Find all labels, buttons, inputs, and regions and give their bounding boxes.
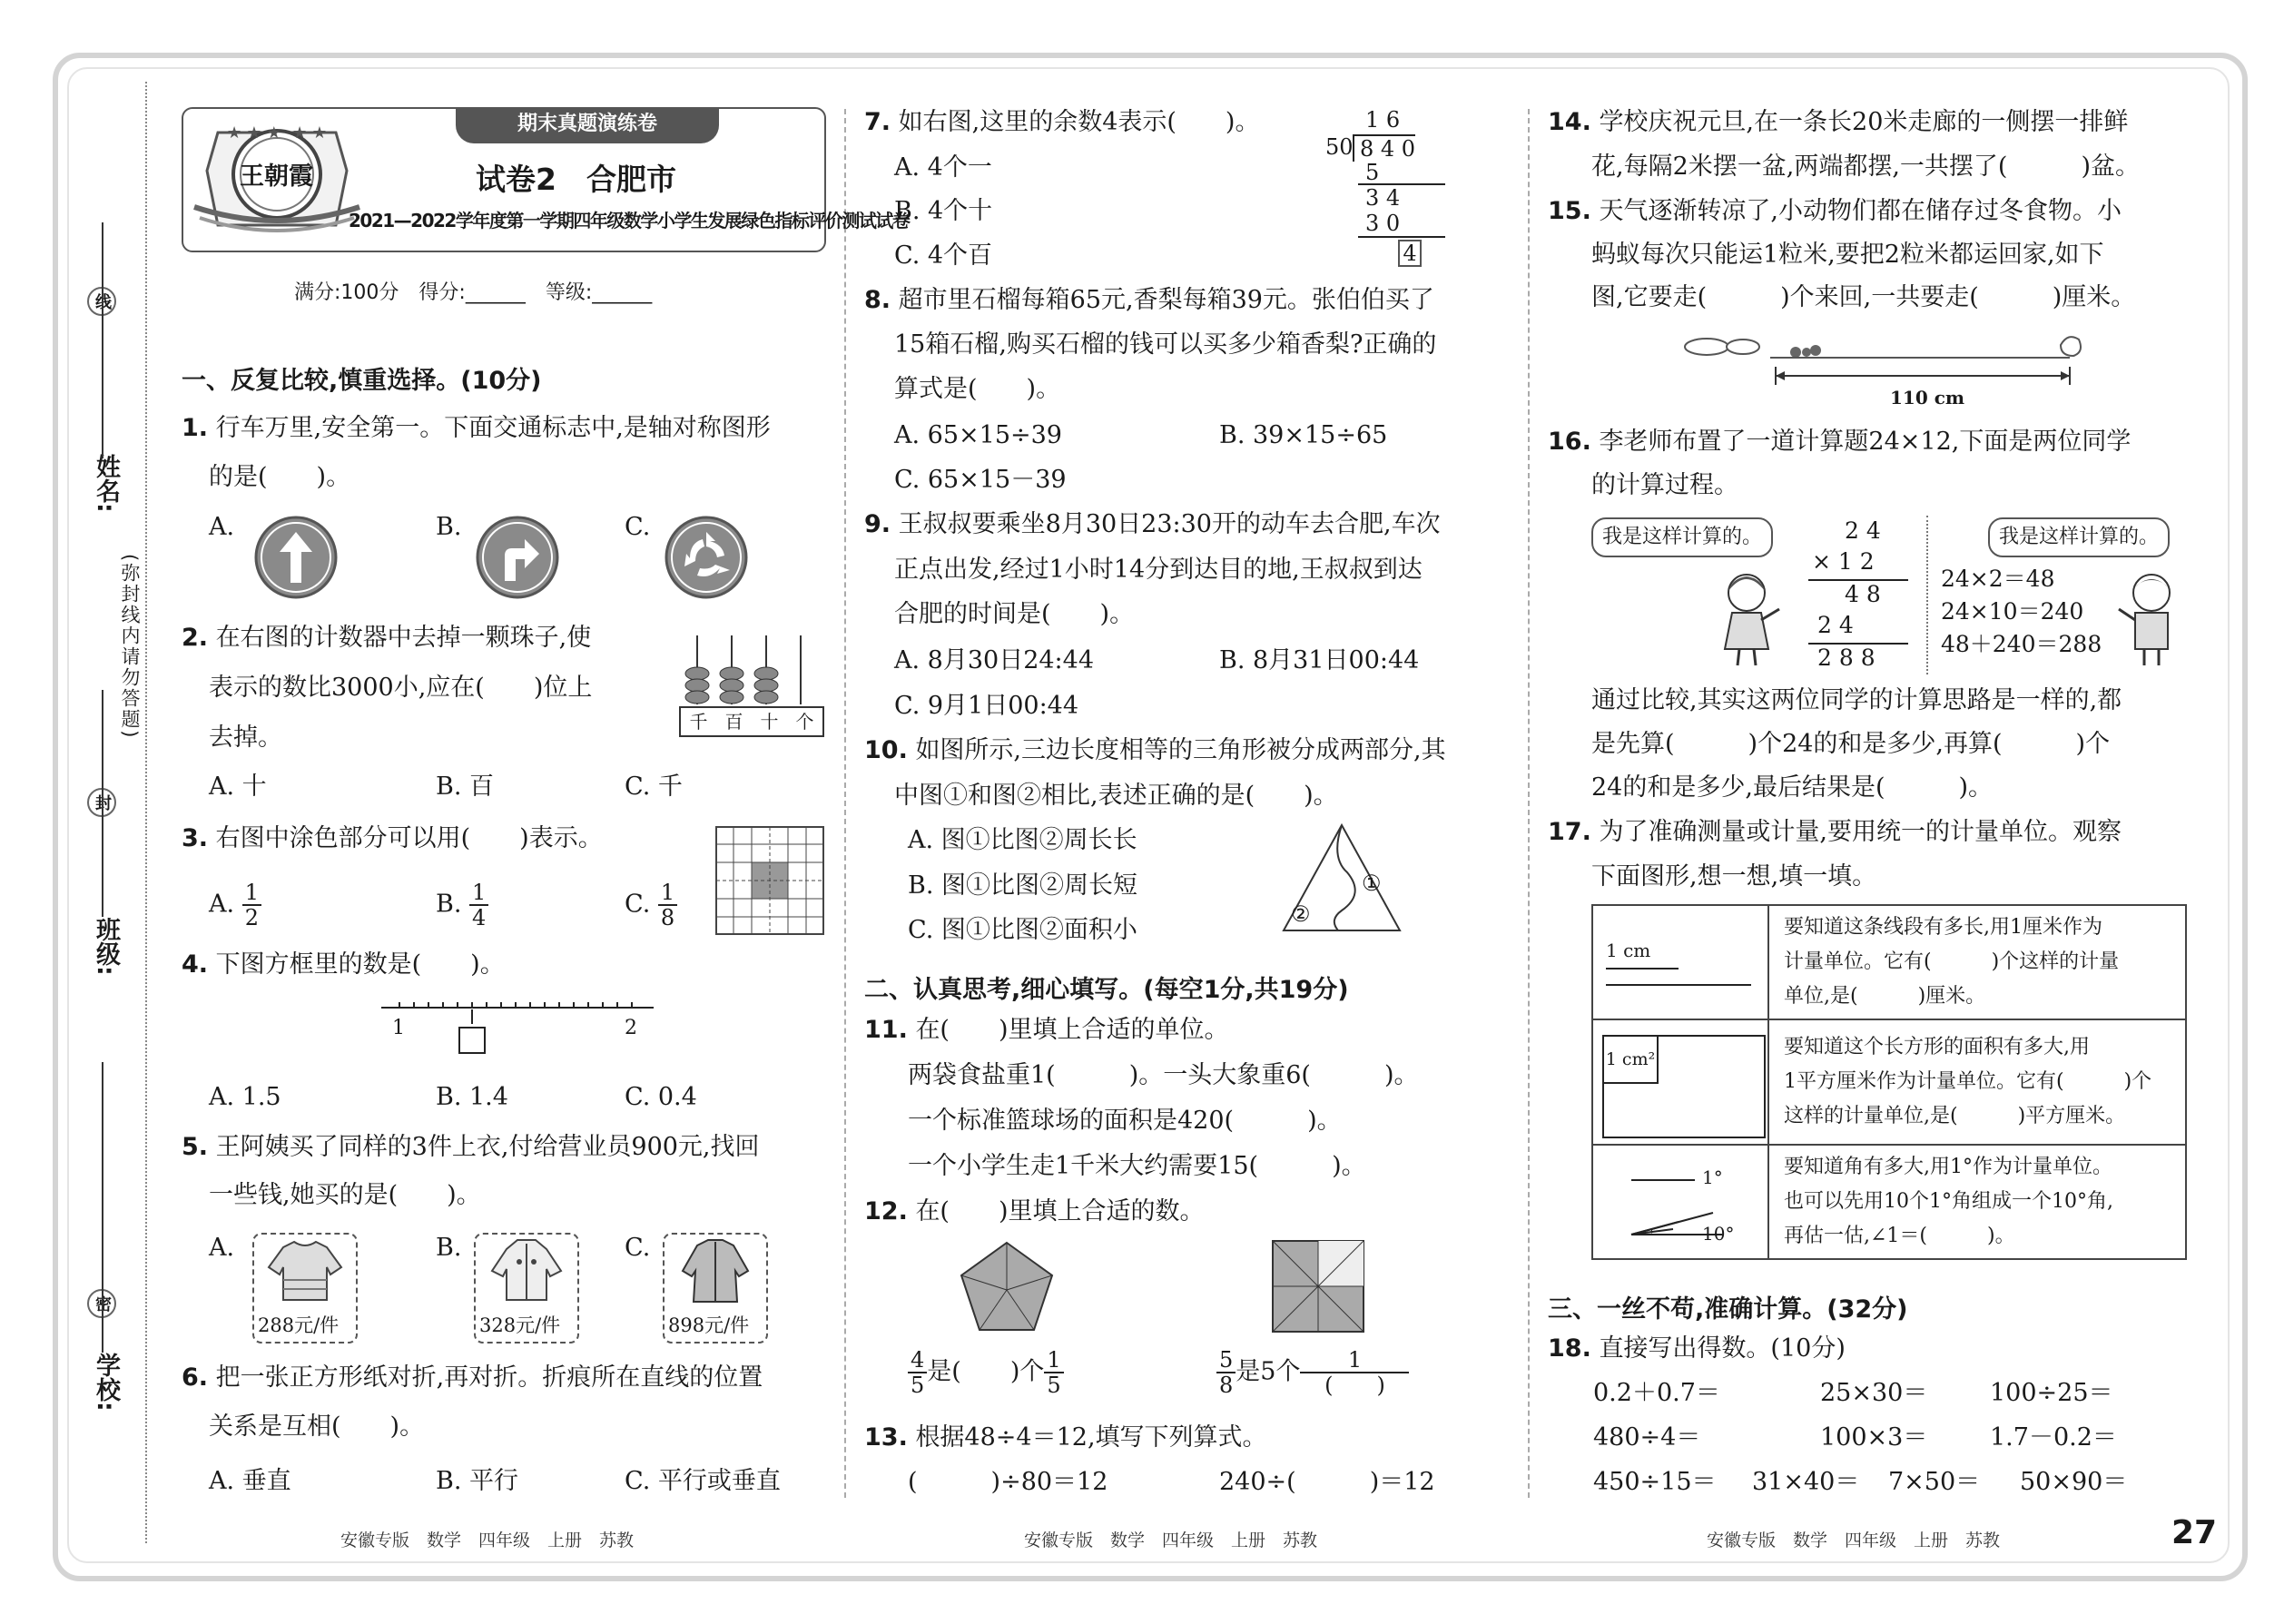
r1-text-3: 单位,是( )厘米。 <box>1784 985 1986 1008</box>
angle-figure-cell <box>1592 1145 1768 1259</box>
pentagon-diagram <box>958 1239 1056 1337</box>
vm-row3: 4 8 <box>1845 581 1881 607</box>
banner: 期末真题演练卷 <box>456 107 719 143</box>
jacket-card <box>474 1233 579 1343</box>
q9-line1: 9. 王叔叔要乘坐8月30日23:30开的动车去合肥,车次 <box>864 510 1441 538</box>
q1-option-c[interactable]: C. <box>625 513 651 541</box>
seal-note: (弥封线内请勿答题) <box>119 554 141 740</box>
q2-line1: 2. 在右图的计数器中去掉一颗珠子,使 <box>182 624 592 652</box>
q12-blank-1[interactable]: $\frac{4}{5}$ 是( )个 $\frac{1}{5}$ <box>908 1348 1064 1397</box>
q16-line1: 16. 李老师布置了一道计算题24×12,下面是两位同学 <box>1548 428 2132 456</box>
q1-option-a[interactable]: A. <box>209 513 235 541</box>
section2-title: 二、认真思考,细心填写。(每空1分,共19分) <box>864 976 1349 1004</box>
q11-line2: 一个标准篮球场的面积是420( )。 <box>908 1107 1342 1135</box>
roundabout-sign-icon <box>663 514 750 605</box>
q3-option-b[interactable]: B. $\frac{1}{4}$ <box>436 881 488 930</box>
length-figure-cell <box>1592 905 1768 1019</box>
area-figure-cell <box>1592 1019 1768 1145</box>
speech-bubble-left: 我是这样计算的。 <box>1591 517 1773 557</box>
long-division-diagram <box>1325 107 1462 266</box>
abacus-labels: 千 百 十 个 <box>679 706 824 737</box>
q10-line2: 中图①和图②相比,表述正确的是( )。 <box>894 782 1338 810</box>
r1-text-2: 计量单位。它有( )个这样的计量 <box>1784 950 2120 973</box>
r3-text-3: 再估一估,∠1＝( )。 <box>1784 1225 2015 1247</box>
q4-text: 4. 下图方框里的数是( )。 <box>182 950 505 979</box>
seal-seal-mark: 封 <box>87 788 116 817</box>
sweater-icon <box>254 1235 356 1307</box>
q8-option-b[interactable]: B. 39×15÷65 <box>1219 421 1388 449</box>
calc-item-9[interactable]: 7×50＝ <box>1888 1468 1981 1496</box>
turn-right-sign-icon <box>474 514 561 605</box>
q16-line5: 24的和是多少,最后结果是( )。 <box>1591 773 1994 802</box>
number-line-tick-1: 1 <box>392 1017 405 1039</box>
q4-option-c[interactable]: C. 0.4 <box>625 1083 697 1111</box>
q4-option-a[interactable]: A. 1.5 <box>209 1083 281 1111</box>
q1-text: 1. 行车万里,安全第一。下面交通标志中,是轴对称图形 <box>182 414 771 442</box>
arrow-up-sign-icon <box>252 514 340 605</box>
q6-option-a[interactable]: A. 垂直 <box>209 1467 291 1495</box>
octant-square-diagram <box>1271 1239 1365 1337</box>
class-field[interactable] <box>102 690 103 917</box>
q11-text: 11. 在( )里填上合适的单位。 <box>864 1016 1229 1044</box>
measure-row-area <box>1592 1019 2186 1145</box>
girl-icon <box>1707 567 1788 667</box>
seal-secret-mark: 密 <box>87 1289 116 1318</box>
q13-expr-1[interactable]: ( )÷80＝12 <box>908 1468 1108 1496</box>
q9-option-a[interactable]: A. 8月30日24:44 <box>894 646 1095 674</box>
triangle-part-2: ② <box>1291 901 1311 927</box>
q5-line2: 一些钱,她买的是( )。 <box>209 1181 481 1209</box>
measurement-table <box>1591 904 2187 1260</box>
q17-line2: 下面图形,想一想,填一填。 <box>1591 862 1877 891</box>
hc-line3: 48＋240＝288 <box>1941 631 2102 657</box>
length-text-cell <box>1768 905 2186 1019</box>
seal-line-mark: 线 <box>87 287 116 316</box>
q8-option-a[interactable]: A. 65×15÷39 <box>894 421 1062 449</box>
q6-option-b[interactable]: B. 平行 <box>436 1467 519 1495</box>
q6-option-c[interactable]: C. 平行或垂直 <box>625 1467 781 1495</box>
q7-text: 7. 如右图,这里的余数4表示( )。 <box>864 108 1260 136</box>
calc-item-5[interactable]: 100×3＝ <box>1820 1423 1928 1452</box>
division-divisor: 50 <box>1325 134 1354 160</box>
r2-text-3: 这样的计量单位,是( )平方厘米。 <box>1784 1105 2126 1127</box>
q6-line2: 关系是互相( )。 <box>209 1412 425 1441</box>
q10-line1: 10. 如图所示,三边长度相等的三角形被分成两部分,其 <box>864 736 1446 764</box>
hc-line2: 24×10＝240 <box>1941 598 2084 625</box>
q5-option-a[interactable]: A. <box>209 1234 235 1262</box>
angle-1deg-label: 1° <box>1702 1166 1723 1188</box>
name-field[interactable] <box>102 222 103 458</box>
class-label: 班级: <box>92 917 120 976</box>
boy-icon <box>2112 567 2190 667</box>
svg-text:★ ★: ★ ★ <box>292 123 327 143</box>
number-line-diagram <box>381 999 654 1066</box>
q3-option-c[interactable]: C. $\frac{1}{8}$ <box>625 881 677 930</box>
vertical-multiplication <box>1797 517 1915 672</box>
vm-row4: 2 4 <box>1817 612 1854 638</box>
vm-row1: 2 4 <box>1845 517 1881 544</box>
q7-option-a[interactable]: A. 4个一 <box>894 153 992 182</box>
price-b: 328元/件 <box>479 1314 561 1336</box>
area-text-cell <box>1768 1019 2186 1145</box>
r3-text-1: 要知道角有多大,用1°作为计量单位。 <box>1784 1156 2112 1178</box>
q9-option-c[interactable]: C. 9月1日00:44 <box>894 692 1079 720</box>
q17-line1: 17. 为了准确测量或计量,要用统一的计量单位。观察 <box>1548 818 2122 846</box>
footer-right: 安徽专版 数学 四年级 上册 苏教 <box>1707 1530 2001 1550</box>
q9-option-b[interactable]: B. 8月31日00:44 <box>1219 646 1420 674</box>
logo <box>191 116 363 241</box>
jacket-icon <box>476 1235 577 1307</box>
q12-text: 12. 在( )里填上合适的数。 <box>864 1197 1205 1225</box>
price-a: 288元/件 <box>258 1314 340 1336</box>
measure-row-length <box>1592 905 2186 1019</box>
r1-text-1: 要知道这条线段有多长,用1厘米作为 <box>1784 916 2102 939</box>
girl-figure <box>1707 567 1788 671</box>
measure-row-angle <box>1592 1145 2186 1259</box>
q11-line1: 两袋食盐重1( )。一头大象重6( )。 <box>908 1061 1419 1089</box>
division-quotient: 1 6 <box>1365 107 1401 133</box>
q13-text: 13. 根据48÷4＝12,填写下列算式。 <box>864 1423 1267 1452</box>
q3-option-a[interactable]: A. $\frac{1}{2}$ <box>209 881 261 930</box>
coat-card <box>663 1233 768 1343</box>
header-box <box>182 107 910 252</box>
vm-row5: 2 8 8 <box>1817 645 1876 671</box>
q15-line1: 15. 天气逐渐转凉了,小动物们都在储存过冬食物。小 <box>1548 197 2122 225</box>
unit-square: 1 cm² <box>1602 1035 1659 1084</box>
q9-line3: 合肥的时间是( )。 <box>894 600 1135 628</box>
q2-option-a[interactable]: A. 十 <box>209 773 267 801</box>
vm-row2: × 1 2 <box>1812 548 1875 575</box>
paper-subtitle: 2021—2022学年度第一学期四年级数学小学生发展绿色指标评价测试试卷 <box>349 210 910 231</box>
q16-line4: 是先算( )个24的和是多少,再算( )个 <box>1591 730 2111 758</box>
q16-line2: 的计算过程。 <box>1591 471 1738 499</box>
ant-distance-diagram <box>1679 327 2088 413</box>
r3-text-2: 也可以先用10个1°角组成一个10°角, <box>1784 1190 2113 1213</box>
q8-line2: 15箱石榴,购买石榴的钱可以买多少箱香梨?正确的 <box>894 330 1437 359</box>
q9-line2: 正点出发,经过1小时14分到达目的地,王叔叔到达 <box>894 556 1423 584</box>
logo-text: 王朝霞 <box>240 162 313 191</box>
q13-expr-2[interactable]: 240÷( )＝12 <box>1219 1468 1435 1496</box>
calc-item-8[interactable]: 31×40＝ <box>1752 1468 1860 1496</box>
q2-option-c[interactable]: C. 千 <box>625 773 683 801</box>
q1-option-b[interactable]: B. <box>436 513 462 541</box>
measured-segment <box>1606 984 1751 986</box>
calc-item-2[interactable]: 25×30＝ <box>1820 1379 1928 1407</box>
q5-line1: 5. 王阿姨买了同样的3件上衣,付给营业员900元,找回 <box>182 1133 760 1161</box>
paper-title: 试卷2 合肥市 <box>476 162 676 197</box>
division-r2: 3 4 <box>1365 185 1401 211</box>
q15-line3: 图,它要走( )个来回,一共要走( )厘米。 <box>1591 283 2136 311</box>
school-field[interactable] <box>102 1062 103 1353</box>
angle-text-cell <box>1768 1145 2186 1259</box>
sweater-card <box>252 1233 358 1343</box>
section1-title: 一、反复比较,慎重选择。(10分) <box>182 367 542 395</box>
q4-option-b[interactable]: B. 1.4 <box>436 1083 508 1111</box>
calc-item-4[interactable]: 480÷4＝ <box>1593 1423 1701 1452</box>
score-line: 满分:100分 得分:______ 等级:______ <box>294 281 653 304</box>
section3-title: 三、一丝不苟,准确计算。(32分) <box>1548 1295 1908 1324</box>
column-divider-1 <box>844 109 846 1498</box>
q2-option-b[interactable]: B. 百 <box>436 773 495 801</box>
q14-line2: 花,每隔2米摆一盆,两端都摆,一共摆了( )盆。 <box>1591 153 2140 181</box>
angle-10deg-label: 10° <box>1702 1223 1735 1245</box>
calc-item-7[interactable]: 450÷15＝ <box>1593 1468 1717 1496</box>
q11-line3: 一个小学生走1千米大约需要15( )。 <box>908 1152 1366 1180</box>
q2-line2: 表示的数比3000小,应在( )位上 <box>209 674 593 702</box>
calc-item-6[interactable]: 1.7－0.2＝ <box>1990 1423 2117 1452</box>
division-remainder: 4 <box>1398 240 1422 267</box>
q14-line1: 14. 学校庆祝元旦,在一条长20米走廊的一侧摆一排鲜 <box>1548 108 2129 136</box>
calc-item-1[interactable]: 0.2＋0.7＝ <box>1593 1379 1720 1407</box>
binding-line <box>145 82 147 1543</box>
q8-option-c[interactable]: C. 65×15－39 <box>894 466 1067 494</box>
segment-unit-label: 1 cm <box>1606 933 1679 969</box>
triangle-diagram <box>1278 822 1405 939</box>
column-divider-2 <box>1528 109 1530 1498</box>
speech-bubble-right: 我是这样计算的。 <box>1988 517 2170 557</box>
q8-line1: 8. 超市里石榴每箱65元,香梨每箱39元。张伯伯买了 <box>864 286 1434 314</box>
number-line-tick-2: 2 <box>625 1017 637 1039</box>
q16-divider <box>1926 516 1928 674</box>
school-label: 学校: <box>92 1353 120 1412</box>
q5-option-b[interactable]: B. <box>436 1234 462 1262</box>
division-r3: 3 0 <box>1365 211 1401 236</box>
q10-option-b[interactable]: B. 图①比图②周长短 <box>908 871 1138 900</box>
q7-option-c[interactable]: C. 4个百 <box>894 241 993 270</box>
q10-option-a[interactable]: A. 图①比图②周长长 <box>908 826 1137 854</box>
q2-line3: 去掉。 <box>209 723 282 752</box>
calc-item-3[interactable]: 100÷25＝ <box>1990 1379 2113 1407</box>
q8-line3: 算式是( )。 <box>894 375 1061 403</box>
q5-option-c[interactable]: C. <box>625 1234 651 1262</box>
calc-item-10[interactable]: 50×90＝ <box>2020 1468 2128 1496</box>
division-r1: 5 <box>1365 160 1380 185</box>
hc-line1: 24×2＝48 <box>1941 566 2055 592</box>
page-number: 27 <box>2171 1514 2218 1551</box>
q7-option-b[interactable]: B. 4个十 <box>894 197 993 225</box>
q6-line1: 6. 把一张正方形纸对折,再对折。折痕所在直线的位置 <box>182 1363 763 1392</box>
triangle-part-1: ① <box>1362 871 1382 896</box>
price-c: 898元/件 <box>668 1314 750 1336</box>
boy-figure <box>2112 567 2190 671</box>
distance-label: 110 cm <box>1890 387 1965 408</box>
division-dividend: 8 4 0 <box>1353 134 1415 162</box>
horizontal-calculation <box>1941 563 2102 661</box>
q3-text: 3. 右图中涂色部分可以用( )表示。 <box>182 824 603 852</box>
r2-text-2: 1平方厘米作为计量单位。它有( )个 <box>1784 1070 2152 1093</box>
abacus-diagram <box>679 634 824 738</box>
r2-text-1: 要知道这个长方形的面积有多大,用 <box>1784 1036 2090 1058</box>
q16-line3: 通过比较,其实这两位同学的计算思路是一样的,都 <box>1591 686 2122 714</box>
coat-icon <box>665 1235 766 1307</box>
name-label: 姓名: <box>92 454 120 513</box>
q1-text2: 的是( )。 <box>209 463 351 491</box>
angle-figure <box>1595 1147 1764 1256</box>
footer-center: 安徽专版 数学 四年级 上册 苏教 <box>1024 1530 1318 1550</box>
q10-option-c[interactable]: C. 图①比图②面积小 <box>908 916 1137 944</box>
svg-text:★ ★ ★: ★ ★ ★ <box>227 123 281 143</box>
shaded-grid-diagram <box>715 826 824 939</box>
q15-line2: 蚂蚁每次只能运1粒米,要把2粒米都运回家,如下 <box>1591 241 2104 269</box>
q18-text: 18. 直接写出得数。(10分) <box>1548 1334 1846 1363</box>
footer-left: 安徽专版 数学 四年级 上册 苏教 <box>340 1530 635 1550</box>
q12-blank-2[interactable]: $\frac{5}{8}$ 是5个 $\frac{1}{( )}$ <box>1216 1348 1409 1397</box>
